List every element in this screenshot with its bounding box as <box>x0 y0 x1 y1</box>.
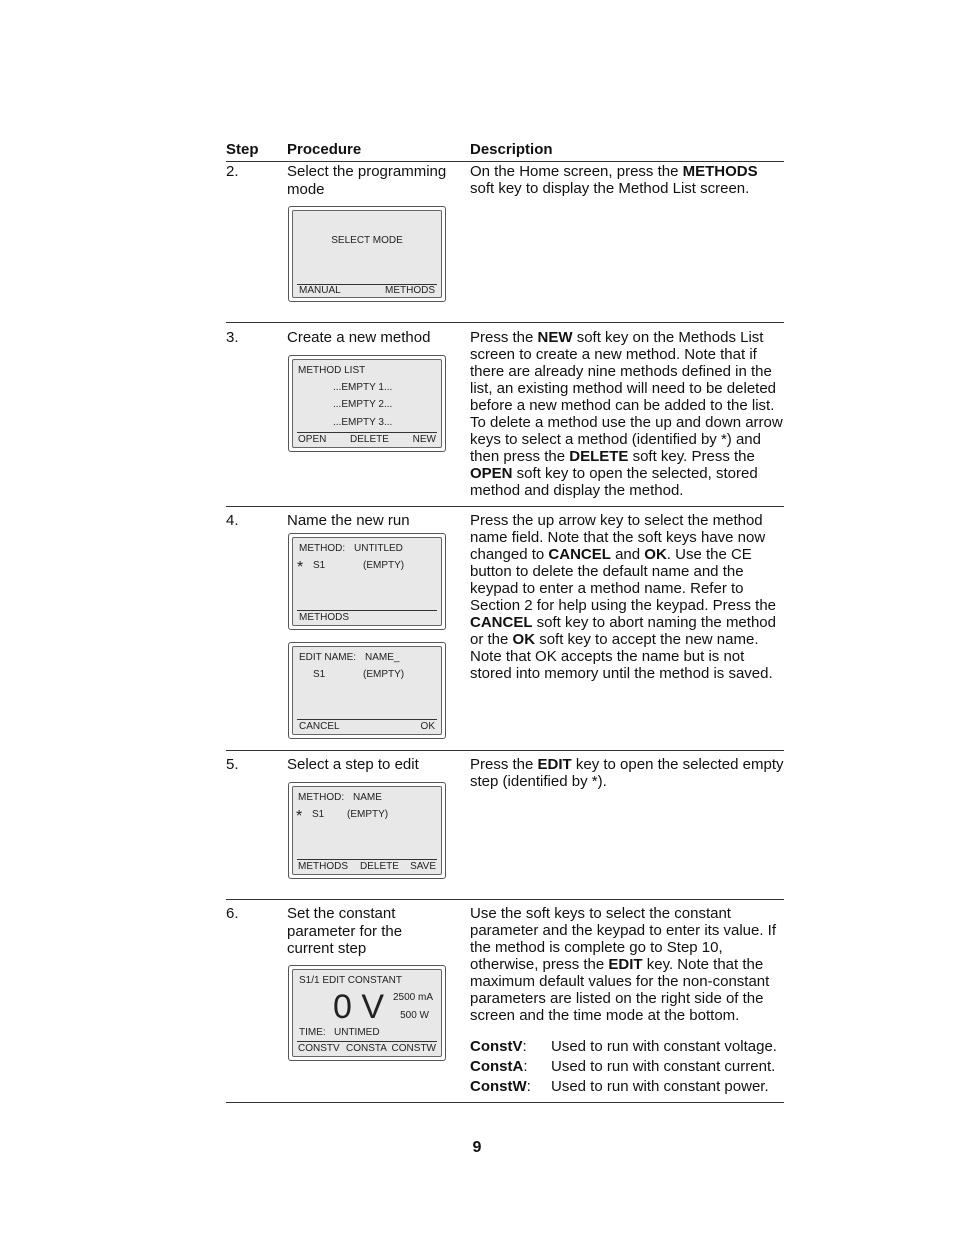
step-id: S1 <box>313 560 326 571</box>
lcd-edit-constant <box>288 965 446 1061</box>
step-procedure: Name the new run <box>287 512 410 529</box>
header-procedure: Procedure <box>287 141 362 158</box>
step-procedure: Create a new method <box>287 329 431 346</box>
soft-key-ok: OK <box>420 721 435 732</box>
lcd-edit-name <box>288 642 446 739</box>
step-number: 6. <box>226 905 239 922</box>
step-number: 5. <box>226 756 239 773</box>
method-name-value: UNTITLED <box>354 543 403 554</box>
lcd-title: S1/1 EDIT CONSTANT <box>299 975 402 986</box>
header-description: Description <box>470 141 553 158</box>
step-value: (EMPTY) <box>363 560 405 571</box>
method-label: METHOD: <box>298 792 345 803</box>
step-id: S1 <box>312 809 325 820</box>
soft-key-open: OPEN <box>298 434 327 445</box>
step-value: (EMPTY) <box>347 809 389 820</box>
soft-key-methods: METHODS <box>299 612 349 623</box>
lcd-method-list <box>288 355 446 452</box>
soft-key-methods: METHODS <box>298 861 348 872</box>
edit-name-label: EDIT NAME: <box>299 652 357 663</box>
step-description: Use the soft keys to select the constant parameter and the keypad to enter its value. If the method is complete go to Step 10, otherwise, press the EDIT key. Note that the maximum default values for the non-constant parameters are listed on the right side of the screen and the time mode at the bottom. <box>470 905 777 1024</box>
lcd-divider <box>297 432 437 433</box>
soft-key-constw: CONSTW <box>391 1043 436 1054</box>
lcd-method-untitled <box>288 533 446 630</box>
header-rule <box>226 161 784 162</box>
constant-value-display: 0 V <box>333 988 385 1026</box>
lcd-select-mode <box>288 206 446 302</box>
soft-key-new: NEW <box>412 434 436 445</box>
step-description: On the Home screen, press the METHODS soft key to display the Method List screen. <box>470 163 758 197</box>
step-procedure: Set the constant parameter for the current step <box>287 905 403 957</box>
step-value: (EMPTY) <box>363 669 405 680</box>
step-number: 4. <box>226 512 239 529</box>
soft-key-manual: MANUAL <box>299 285 341 296</box>
lcd-divider <box>297 610 437 611</box>
soft-key-save: SAVE <box>410 861 436 872</box>
row-rule <box>226 750 784 751</box>
step-description: Press the EDIT key to open the selected empty step (identified by *). <box>470 756 784 790</box>
step-id: S1 <box>313 669 326 680</box>
current-limit: 2500 mA <box>392 992 433 1003</box>
method-list-item: ...EMPTY 2... <box>333 399 393 410</box>
soft-key-cancel: CANCEL <box>299 721 340 732</box>
row-rule <box>226 506 784 507</box>
method-name-value: NAME <box>353 792 382 803</box>
edit-name-value: NAME_ <box>365 652 400 663</box>
soft-key-delete: DELETE <box>360 861 399 872</box>
row-rule <box>226 899 784 900</box>
step-description: Press the NEW soft key on the Methods List screen to create a new method. Note that if there are already nine methods defined in the list, an existing method will need to be deleted before a new method can be added to the list. To delete a method use the up and down arrow keys to select a method (identified by *) and then press the DELETE soft key. Press the OPEN soft key to open the selected, stored method and display the method. <box>470 329 783 499</box>
method-list-item: ...EMPTY 3... <box>333 417 393 428</box>
lcd-method-name <box>288 782 446 879</box>
lcd-divider <box>297 719 437 720</box>
lcd-title: METHOD LIST <box>298 365 366 376</box>
step-description: Press the up arrow key to select the method name field. Note that the soft keys have now changed to CANCEL and OK. Use the CE button to delete the default name and the keypad to enter a method name. Refer to Section 2 for help using the keypad. Press the CANCEL soft key to abort naming the method or the OK soft key to accept the new name. Note that OK accepts the name but is not stored into memory until the method is saved. <box>470 512 777 682</box>
selected-step-star: * <box>297 559 304 576</box>
step-number: 2. <box>226 163 239 180</box>
time-label: TIME: <box>299 1027 326 1038</box>
soft-key-methods: METHODS <box>385 285 435 296</box>
lcd-divider <box>297 1041 437 1042</box>
header-step: Step <box>226 141 259 158</box>
soft-key-delete: DELETE <box>350 434 389 445</box>
step-procedure: Select a step to edit <box>287 756 419 773</box>
page-number: 9 <box>472 1139 482 1156</box>
table-bottom-rule <box>226 1102 784 1103</box>
time-value: UNTIMED <box>334 1027 380 1038</box>
selected-step-star: * <box>296 808 303 825</box>
method-label: METHOD: <box>299 543 346 554</box>
step-number: 3. <box>226 329 239 346</box>
soft-key-consta: CONSTA <box>346 1043 387 1054</box>
lcd-title: SELECT MODE <box>331 235 403 246</box>
step-procedure: Select the programming mode <box>287 163 447 198</box>
row-rule <box>226 322 784 323</box>
method-list-item: ...EMPTY 1... <box>333 382 393 393</box>
lcd-divider <box>297 859 437 860</box>
manual-page: Step Procedure Description 2. Select the programming mode On the Home screen, press the METHODS soft key to display the Method List screen. SELECT MODE MANUAL METHODS 3. Create a new method Press the NEW soft key on the Methods List screen to create a new method. Note that if there are already nine methods defined in the list, an existing method will need to be deleted before a new method can be added to the list. To delete a method use the up and down arrow keys to select a method (identified by *) and then press the DELETE soft key. Press the OPEN soft key to open the selected, stored method and display the method. METHOD LIST ...EMPTY 1... ...EMPTY 2... ...EMPTY 3... OPEN DELETE NEW 4. Name the new run Press the up arrow key to select the method name field. Note that the soft keys have now changed to CANCEL and OK. Use the CE button to delete the default name and the keypad to enter a method name. Refer to Section 2 for help using the keypad. Press the CANCEL soft key to abort naming the method or the OK soft key to accept the new name. Note that OK accepts the name but is not stored into memory until the method is saved. METHOD: UNTITLED * S1 (EMPTY) METHODS EDIT NAME: NAME_ S1 (EMPTY) CANCEL OK 5. Select a step to edit Press the EDIT key to open the selected empty step (identified by *). METHOD: NAME * S1 (EMPTY) METHODS DELETE SAVE 6. Set the constant parameter for the current step Use the soft keys to select the constant parameter and the keypad to enter its value. If the method is complete go to Step 10, otherwise, press the EDIT key. Note that the maximum default values for the non-constant parameters are listed on the right side of the screen and the time mode at the bottom. S1/1 EDIT CONSTANT 0 V 2500 mA 500 W TIME: UNTIMED CONSTV CONSTA CONSTW ConstV: Used to run with constant voltage. ConstA: Used to run with constant current. ConstW: Used to run with constant power. 9 <box>0 0 954 1235</box>
power-limit: 500 W <box>400 1010 429 1021</box>
soft-key-constv: CONSTV <box>298 1043 340 1054</box>
